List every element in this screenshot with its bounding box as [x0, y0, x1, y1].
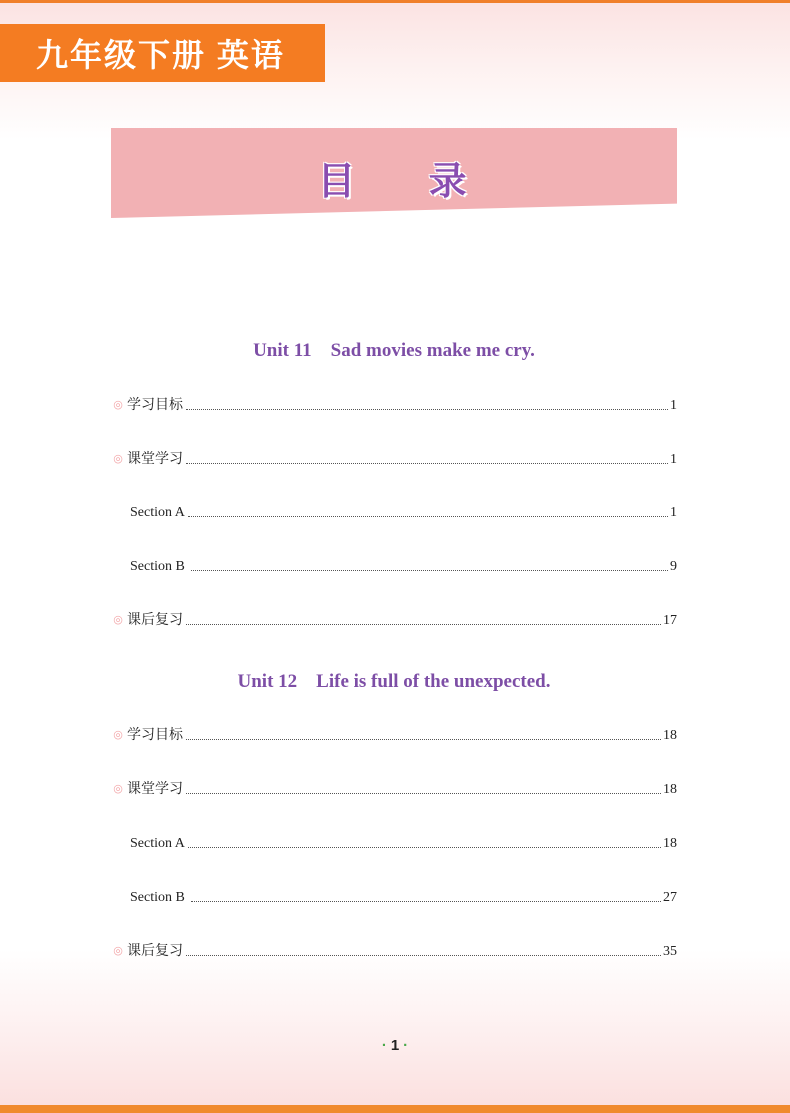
- toc-entry[interactable]: [112, 448, 677, 468]
- circle-bullet-icon: ◎: [113, 729, 123, 741]
- circle-bullet-icon: ◎: [113, 783, 123, 795]
- unit-heading: Unit 12 Life is full of the unexpected.: [237, 671, 551, 692]
- toc-entry-label: 课后复习: [127, 943, 183, 959]
- page-title: 目 录: [317, 159, 497, 203]
- dot-leader: [186, 624, 661, 625]
- toc-entry-page: 18: [663, 836, 677, 851]
- toc-entry[interactable]: [130, 555, 677, 575]
- unit-heading: Unit 11 Sad movies make me cry.: [253, 340, 535, 361]
- toc-entry-label: 学习目标: [127, 727, 183, 743]
- dot-leader: [191, 901, 661, 902]
- circle-bullet-icon: ◎: [113, 399, 123, 411]
- toc-entry-page: 1: [670, 452, 677, 467]
- toc-entry[interactable]: [112, 724, 677, 744]
- toc-entry-page: 27: [663, 890, 677, 905]
- page-number-value: 1: [390, 1037, 400, 1054]
- toc-entry-page: 18: [663, 728, 677, 743]
- toc-entry[interactable]: [130, 832, 677, 852]
- circle-bullet-icon: ◎: [113, 453, 123, 465]
- dot-leader: [186, 463, 668, 464]
- dot-leader: [186, 739, 661, 740]
- toc-entry[interactable]: [112, 609, 677, 629]
- dot-leader: [191, 570, 668, 571]
- toc-entry-page: 17: [663, 613, 677, 628]
- grade-banner: 九年级下册 英语: [0, 24, 325, 82]
- toc-entry-page: 1: [670, 505, 677, 520]
- dot-ornament-icon: ·: [381, 1037, 387, 1054]
- toc-entry-page: 35: [663, 944, 677, 959]
- toc-entry-page: 1: [670, 398, 677, 413]
- bottom-rule: [0, 1105, 790, 1113]
- circle-bullet-icon: ◎: [113, 945, 123, 957]
- toc-entry-label: 课堂学习: [127, 451, 183, 467]
- toc-entry-page: 18: [663, 782, 677, 797]
- dot-leader: [188, 847, 661, 848]
- toc-entry-label: Section A: [130, 836, 185, 851]
- toc-entry[interactable]: [130, 501, 677, 521]
- top-rule: [0, 0, 790, 3]
- toc-entry-label: Section B: [130, 890, 189, 905]
- dot-leader: [186, 409, 668, 410]
- page-number: [0, 1037, 790, 1054]
- toc-entry-page: 9: [670, 559, 677, 574]
- dot-ornament-icon: ·: [403, 1037, 409, 1054]
- dot-leader: [186, 793, 661, 794]
- toc-entry-label: Section A: [130, 505, 185, 520]
- toc-entry[interactable]: [112, 778, 677, 798]
- toc-entry-label: 学习目标: [127, 397, 183, 413]
- toc-entry-label: Section B: [130, 559, 189, 574]
- toc-entry-label: 课堂学习: [127, 781, 183, 797]
- toc-entry[interactable]: [130, 886, 677, 906]
- toc-entry[interactable]: [112, 940, 677, 960]
- toc-entry[interactable]: [112, 394, 677, 414]
- toc-entry-label: 课后复习: [127, 612, 183, 628]
- dot-leader: [188, 516, 668, 517]
- dot-leader: [186, 955, 661, 956]
- circle-bullet-icon: ◎: [113, 614, 123, 626]
